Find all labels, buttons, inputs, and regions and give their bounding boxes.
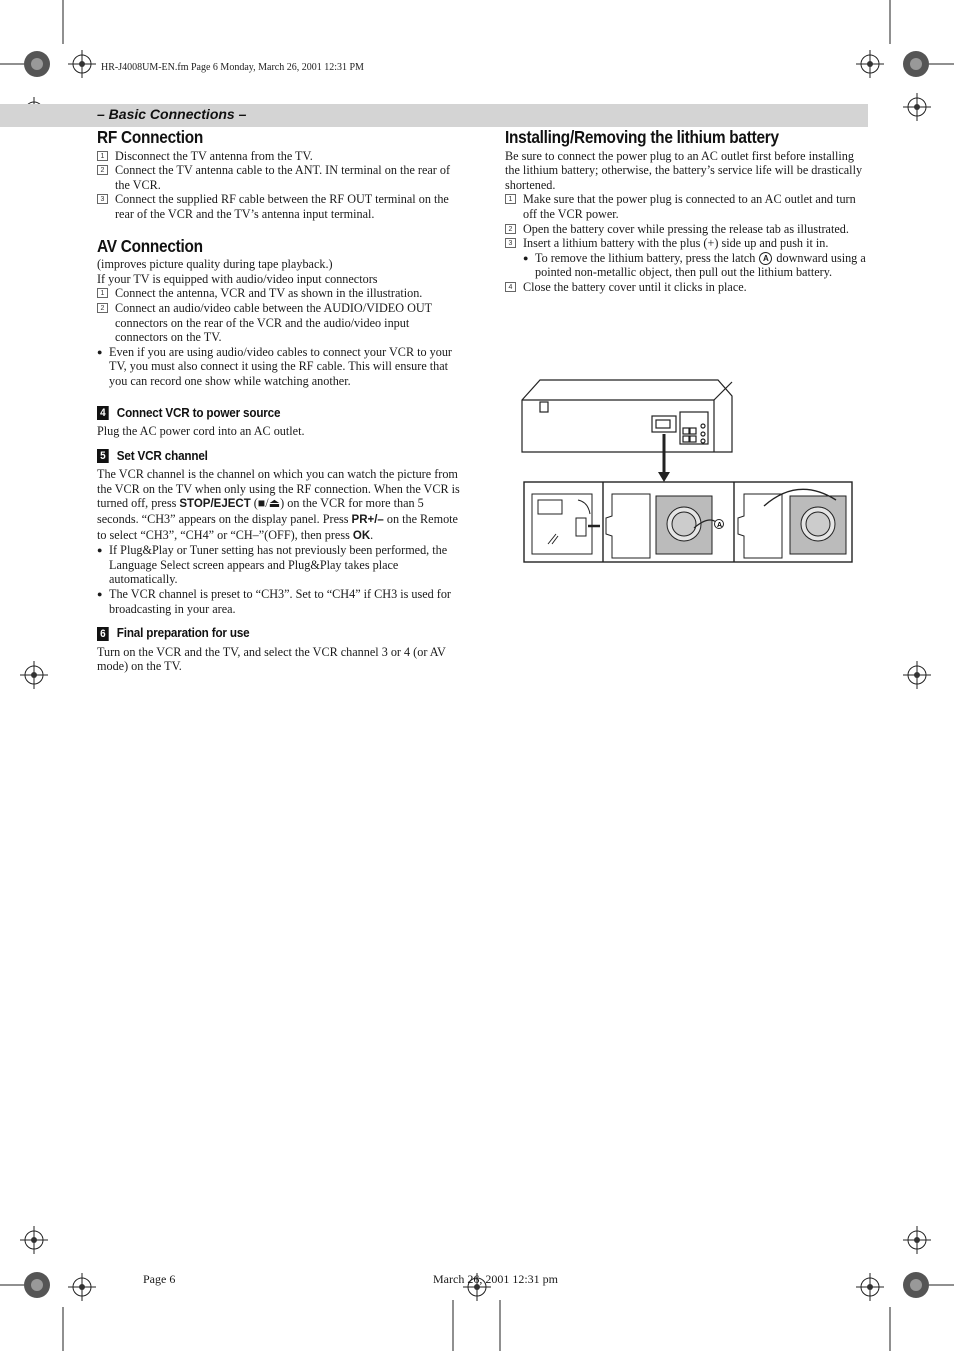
step-text: Make sure that the power plug is connected to an AC outlet and turn off the VCR power. [523,192,856,221]
step-number: 2 [97,303,108,313]
step6-text: Turn on the VCR and the TV, and select the VCR channel 3 or 4 (or AV mode) on the TV. [97,644,446,674]
footer-date: March 26, 2001 12:31 pm [433,1272,558,1286]
battery-title: Installing/Removing the lithium battery [505,127,779,147]
step-number: 1 [97,151,108,161]
step5-title: Set VCR channel [116,447,208,463]
av-step [97,286,462,301]
page-number: Page 6 [143,1272,176,1286]
av-title: AV Connection [97,235,203,256]
step4-title: Connect VCR to power source [116,404,281,420]
step-number-badge: 6 [97,627,109,641]
step-number: 4 [505,282,516,292]
battery-step [505,192,867,221]
step6-title: Final preparation for use [116,625,250,641]
av-note: If your TV is equipped with audio/video input connectors [97,271,378,286]
step-number: 1 [505,194,516,204]
bullet-text: If Plug&Play or Tuner setting has not previously been performed, the Language Select screen appears and Plug&Play takes place automatically. [109,543,448,587]
step4-text: Plug the AC power cord into an AC outlet. [97,424,305,439]
bullet-icon: ● [97,545,103,556]
step5-text: The VCR channel is the channel on which you can watch the picture from the VCR on the TV when only using the RF connection. When the VCR is turned off, press STOP/EJECT (■/⏏) on the VCR for more than 5 seconds. “CH3” appears on the display panel. Press PR+/– on the Remote to select “CH3”, “CH4” or “CH–”(OFF), then press OK. [97,467,460,542]
file-info: HR-J4008UM-EN.fm Page 6 Monday, March 26, 2001 12:31 PM [101,62,364,73]
rf-step [97,192,462,221]
step-number: 2 [505,224,516,234]
bullet-text: Even if you are using audio/video cables to connect your VCR to your TV, you must also connect it using the RF cable. This will ensure that you can record one show while watching another. [109,344,452,388]
latch-a-label: A [717,522,723,529]
av-bullet [97,345,462,389]
section-label: – Basic Connections – [97,106,247,122]
step-text: Connect the supplied RF cable between the RF OUT terminal on the rear of the VCR and the TV’s antenna input terminal. [115,192,449,221]
battery-illustration [518,376,856,566]
step5-heading [97,449,426,464]
step-text: Close the battery cover until it clicks in place. [523,280,747,295]
rf-step [97,149,462,164]
step-text: Disconnect the TV antenna from the TV. [115,148,313,163]
step-text: Connect the antenna, VCR and TV as shown in the illustration. [115,286,423,301]
av-note: (improves picture quality during tape playback.) [97,257,333,272]
battery-step [505,222,867,237]
battery-step [505,236,867,251]
step-number-badge: 5 [97,449,109,463]
rf-title: RF Connection [97,127,204,147]
step-text: Open the battery cover while pressing the release tab as illustrated. [523,221,849,236]
bullet-icon: ● [97,346,103,357]
step5-bullet [97,587,462,616]
step5-bullet [97,543,462,587]
step-number: 3 [97,194,108,204]
latch-a-icon: A [759,252,772,265]
step-number-badge: 4 [97,406,109,420]
step6-heading [97,626,426,641]
rf-step [97,163,462,192]
right-column [505,127,867,295]
step-text: Connect the TV antenna cable to the ANT. IN terminal on the rear of the VCR. [115,163,451,192]
step-number: 3 [505,238,516,248]
step-number: 2 [97,165,108,175]
av-step [97,301,462,345]
step4-heading [97,406,426,421]
battery-step [505,280,867,295]
battery-intro: Be sure to connect the power plug to an AC outlet first before installing the lithium battery; otherwise, the battery’s service life will be drastically shortened. [505,148,863,192]
bullet-icon: ● [523,252,529,263]
step-text: Insert a lithium battery with the plus (+) side up and push it in. [523,236,829,251]
bullet-icon: ● [97,589,103,600]
step-number: 1 [97,288,108,298]
battery-sub-bullet: ● To remove the lithium battery, press the latch A downward using a pointed non-metallic object, then pull out the lithium battery. [523,250,866,280]
bullet-text: The VCR channel is preset to “CH3”. Set to “CH4” if CH3 is used for broadcasting in your area. [109,587,451,616]
step-text: Connect an audio/video cable between the AUDIO/VIDEO OUT connectors on the rear of the VCR and the audio/video input connectors on the TV. [115,300,432,345]
left-column [97,127,462,674]
